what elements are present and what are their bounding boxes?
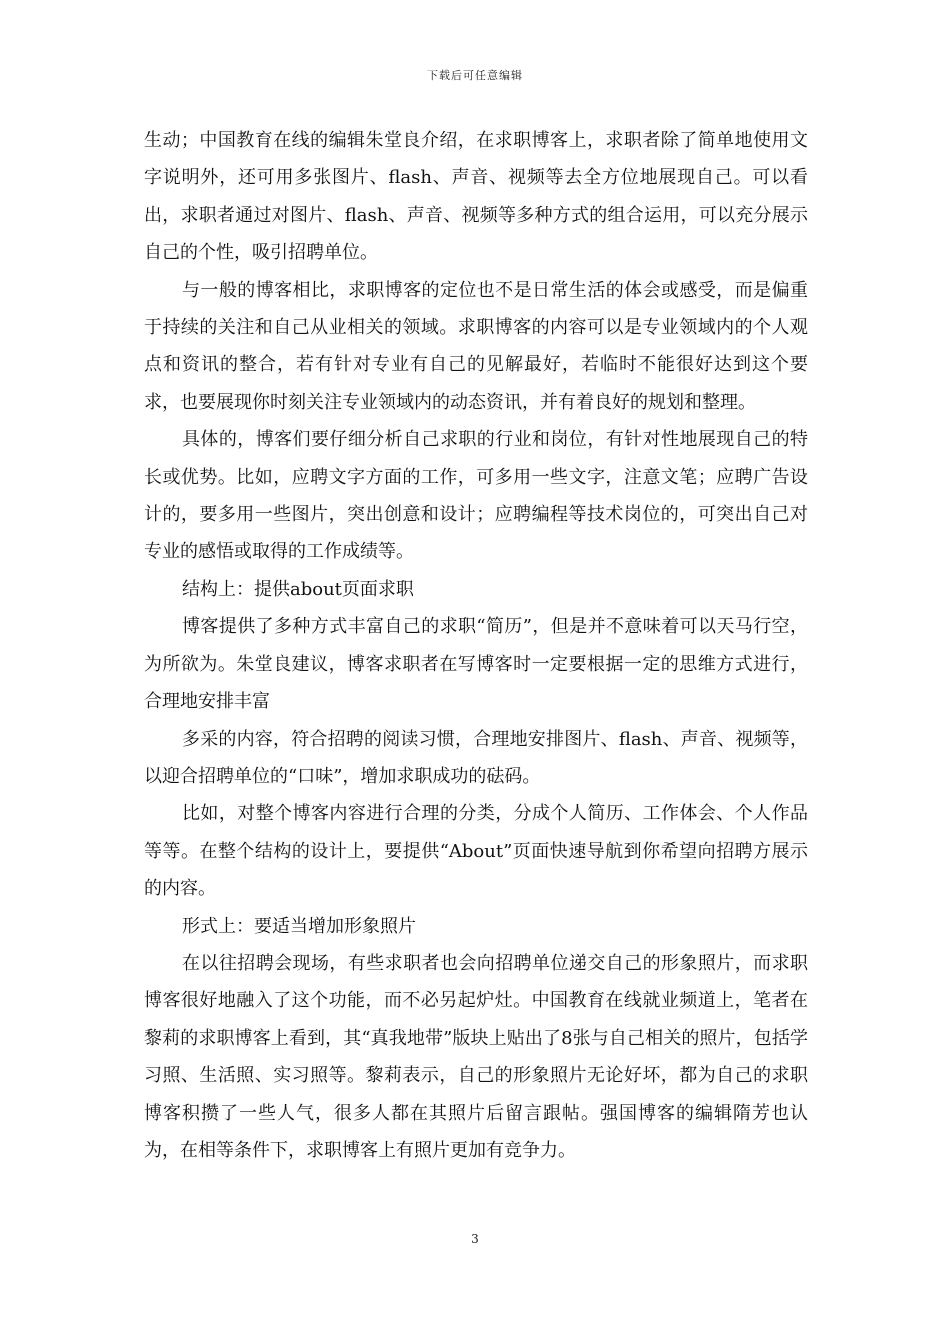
paragraph-9: 在以往招聘会现场，有些求职者也会向招聘单位递交自己的形象照片，而求职博客很好地融入了这个功能，而不必另起炉灶。中国教育在线就业频道上，笔者在黎莉的求职博客上看到，其“真我地带”版块上贴出了8张与自己相关的照片，包括学习照、生活照、实习照等。黎莉表示，自己的形象照片无论好坏，都为自己的求职博客积攒了一些人气，很多人都在其照片后留言跟帖。强国博客的编辑隋芳也认为，在相等条件下，求职博客上有照片更加有竞争力。 <box>144 952 808 1161</box>
paragraph-5: 博客提供了多种方式丰富自己的求职“简历”，但是并不意味着可以天马行空，为所欲为。朱堂良建议，博客求职者在写博客时一定要根据一定的思维方式进行，合理地安排丰富 <box>144 616 808 713</box>
paragraph-7: 比如，对整个博客内容进行合理的分类，分成个人简历、工作体会、个人作品等等。在整个结构的设计上，要提供“About”页面快速导航到你希望向招聘方展示的内容。 <box>144 803 808 900</box>
page-header: 下载后可任意编辑 <box>427 69 523 82</box>
paragraph-1: 生动；中国教育在线的编辑朱堂良介绍，在求职博客上，求职者除了简单地使用文字说明外，还可用多张图片、flash、声音、视频等去全方位地展现自己。可以看出，求职者通过对图片、flash、声音、视频等多种方式的组合运用，可以充分展示自己的个性，吸引招聘单位。 <box>144 130 808 264</box>
paragraph-6: 多采的内容，符合招聘的阅读习惯，合理地安排图片、flash、声音、视频等，以迎合招聘单位的“口味”，增加求职成功的砝码。 <box>144 728 808 787</box>
paragraph-2: 与一般的博客相比，求职博客的定位也不是日常生活的体会或感受，而是偏重于持续的关注和自己从业相关的领域。求职博客的内容可以是专业领域内的个人观点和资讯的整合，若有针对专业有自己的见解最好，若临时不能很好达到这个要求，也要展现你时刻关注专业领域内的动态资讯，并有着良好的规划和整理。 <box>144 279 808 413</box>
section-heading-structure: 结构上：提供about页面求职 <box>182 578 414 600</box>
section-heading-form: 形式上：要适当增加形象照片 <box>182 915 416 937</box>
page-number: 3 <box>471 1232 479 1246</box>
paragraph-3: 具体的，博客们要仔细分析自己求职的行业和岗位，有针对性地展现自己的特长或优势。比如，应聘文字方面的工作，可多用一些文字，注意文笔；应聘广告设计的，要多用一些图片，突出创意和设计；应聘编程等技术岗位的，可突出自己对专业的感悟或取得的工作成绩等。 <box>144 429 808 563</box>
document-body <box>144 122 808 1169</box>
